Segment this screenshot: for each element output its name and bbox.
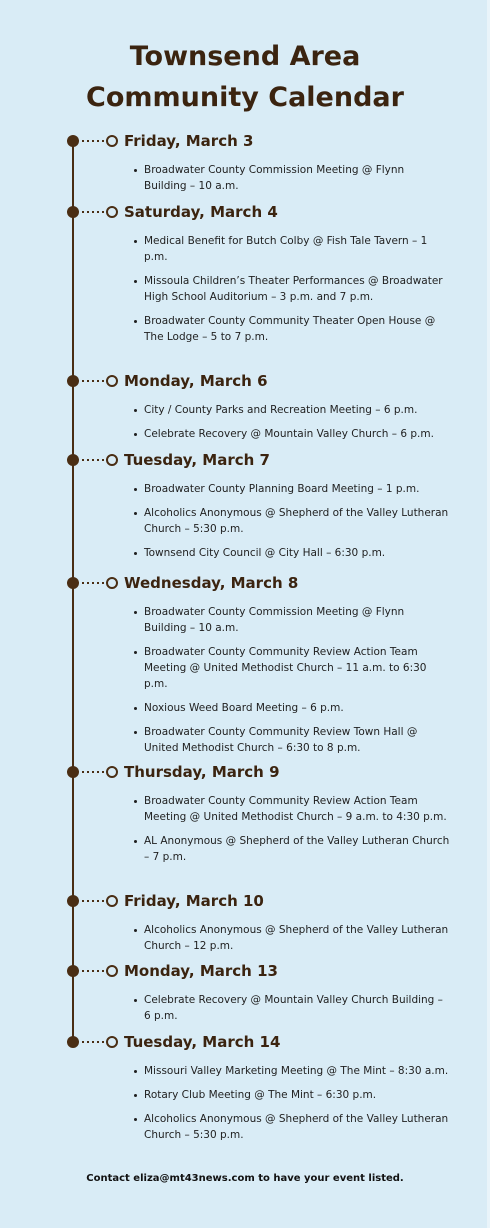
timeline-dot <box>67 965 79 977</box>
event-list <box>132 233 450 353</box>
event-item: Rotary Club Meeting @ The Mint – 6:30 p.m. <box>132 1087 450 1103</box>
timeline-ring <box>106 965 118 977</box>
timeline-ring <box>106 895 118 907</box>
event-item: Alcoholics Anonymous @ Shepherd of the Valley Lutheran Church – 5:30 p.m. <box>132 1111 450 1143</box>
event-item: Broadwater County Community Review Action Team Meeting @ United Methodist Church – 11 a.m. to 6:30 p.m. <box>132 644 450 692</box>
event-list <box>132 604 450 764</box>
event-item: Broadwater County Commission Meeting @ Flynn Building – 10 a.m. <box>132 162 450 194</box>
event-list <box>132 992 450 1032</box>
page-title <box>0 36 490 118</box>
day-heading: Friday, March 3 <box>124 132 254 150</box>
timeline-ring <box>106 206 118 218</box>
event-item: Celebrate Recovery @ Mountain Valley Church Building – 6 p.m. <box>132 992 450 1024</box>
day-heading: Wednesday, March 8 <box>124 574 299 592</box>
day-heading: Tuesday, March 7 <box>124 451 270 469</box>
timeline-dot <box>67 206 79 218</box>
timeline-connector <box>82 380 106 382</box>
event-item: Alcoholics Anonymous @ Shepherd of the Valley Lutheran Church – 5:30 p.m. <box>132 505 450 537</box>
event-item: Noxious Weed Board Meeting – 6 p.m. <box>132 700 450 716</box>
day-heading: Tuesday, March 14 <box>124 1033 281 1051</box>
event-item: Broadwater County Community Review Town Hall @ United Methodist Church – 6:30 to 8 p.m. <box>132 724 450 756</box>
timeline-connector <box>82 459 106 461</box>
title-line-1: Townsend Area <box>129 41 361 72</box>
event-item: Missoula Children’s Theater Performances @ Broadwater High School Auditorium – 3 p.m. and 7 p.m. <box>132 273 450 305</box>
event-item: City / County Parks and Recreation Meeting – 6 p.m. <box>132 402 450 418</box>
day-heading: Saturday, March 4 <box>124 203 278 221</box>
day-heading: Thursday, March 9 <box>124 763 280 781</box>
event-item: Alcoholics Anonymous @ Shepherd of the Valley Lutheran Church – 12 p.m. <box>132 922 450 954</box>
event-item: Broadwater County Planning Board Meeting – 1 p.m. <box>132 481 450 497</box>
timeline-dot <box>67 895 79 907</box>
timeline-dot <box>67 375 79 387</box>
timeline-connector <box>82 211 106 213</box>
timeline-connector <box>82 771 106 773</box>
event-item: AL Anonymous @ Shepherd of the Valley Lutheran Church – 7 p.m. <box>132 833 450 865</box>
timeline-ring <box>106 135 118 147</box>
timeline-ring <box>106 1036 118 1048</box>
timeline-dot <box>67 766 79 778</box>
event-item: Broadwater County Commission Meeting @ Flynn Building – 10 a.m. <box>132 604 450 636</box>
event-item: Broadwater County Community Theater Open House @ The Lodge – 5 to 7 p.m. <box>132 313 450 345</box>
event-list <box>132 481 450 569</box>
title-line-2: Community Calendar <box>86 82 404 113</box>
event-item: Broadwater County Community Review Action Team Meeting @ United Methodist Church – 9 a.m. to 4:30 p.m. <box>132 793 450 825</box>
timeline-ring <box>106 454 118 466</box>
event-list <box>132 1063 450 1151</box>
event-list <box>132 922 450 962</box>
timeline-connector <box>82 582 106 584</box>
timeline-connector <box>82 1041 106 1043</box>
timeline-dot <box>67 454 79 466</box>
event-item: Townsend City Council @ City Hall – 6:30 p.m. <box>132 545 450 561</box>
event-list <box>132 793 450 873</box>
timeline-connector <box>82 140 106 142</box>
contact-footer: Contact eliza@mt43news.com to have your event listed. <box>86 1173 404 1184</box>
event-item: Missouri Valley Marketing Meeting @ The Mint – 8:30 a.m. <box>132 1063 450 1079</box>
timeline-ring <box>106 375 118 387</box>
timeline-dot <box>67 135 79 147</box>
day-heading: Friday, March 10 <box>124 892 264 910</box>
timeline-connector <box>82 970 106 972</box>
day-heading: Monday, March 13 <box>124 962 278 980</box>
timeline-ring <box>106 577 118 589</box>
timeline-connector <box>82 900 106 902</box>
timeline-line <box>72 141 74 1043</box>
event-list <box>132 162 450 202</box>
day-heading: Monday, March 6 <box>124 372 268 390</box>
timeline-dot <box>67 1036 79 1048</box>
event-list <box>132 402 450 450</box>
timeline-dot <box>67 577 79 589</box>
event-item: Medical Benefit for Butch Colby @ Fish Tale Tavern – 1 p.m. <box>132 233 450 265</box>
event-item: Celebrate Recovery @ Mountain Valley Church – 6 p.m. <box>132 426 450 442</box>
timeline-ring <box>106 766 118 778</box>
